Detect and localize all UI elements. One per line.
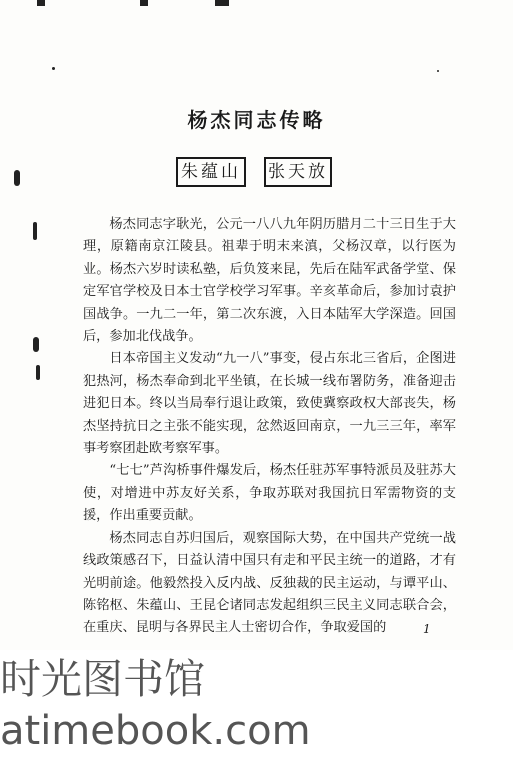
paragraph: 日本帝国主义发动“九一八”事变，侵占东北三省后，企图进犯热河，杨杰奉命到北平坐镇，在长城一线布署防务，准备迎击进犯日本。终以当局奉行退让政策，致使冀察政权大部丧失，杨杰坚持抗日之主张不能实现，忿然返回南京，一九三三年，率军事考察团赴欧考察军事。: [83, 351, 456, 457]
page-title: 杨杰同志传略: [187, 108, 326, 132]
watermark-url: atimebook.com: [0, 708, 311, 754]
page-number: 1: [423, 622, 431, 636]
top-edge-mark: [140, 0, 148, 6]
binding-hole-mark: [36, 365, 40, 380]
author-seal-2: 张天放: [264, 157, 332, 187]
top-edge-mark: [37, 0, 45, 6]
binding-hole-mark: [33, 337, 39, 352]
paragraph: 杨杰同志自苏归国后，观察国际大势，在中国共产党统一战线政策感召下，日益认清中国只有走和平民主统一的道路，才有光明前途。他毅然投入反内战、反独裁的民主运动，与谭平山、陈铭枢、朱蕴山、王昆仑诸同志发起组织三民主义同志联合会，在重庆、昆明与各界民主人士密切合作，争取爱国的: [83, 530, 456, 636]
paragraph: “七七”芦沟桥事件爆发后，杨杰任驻苏军事特派员及驻苏大使，对增进中苏友好关系，争取苏联对我国抗日军需物资的支援，作出重要贡献。: [83, 463, 456, 524]
top-edge-mark: [215, 0, 229, 6]
binding-hole-mark: [14, 170, 20, 186]
binding-hole-mark: [33, 222, 37, 240]
scan-speck: [52, 67, 55, 70]
author-seal-1: 朱蕴山: [176, 157, 246, 187]
paragraph: 杨杰同志字耿光，公元一八八九年阴历腊月二十三日生于大理，原籍南京江陵县。祖辈于明末来滇，父杨汉章，以行医为业。杨杰六岁时读私塾，后负笈来昆，先后在陆军武备学堂、保定军官学校及日本士官学校学习军事。辛亥革命后，参加讨袁护国战争。一九二一年，第二次东渡，入日本陆军大学深造。回国后，参加北伐战争。: [83, 217, 456, 345]
biography-body: [83, 214, 456, 640]
watermark-chinese: 时光图书馆: [0, 655, 205, 703]
scan-speck: [437, 70, 439, 72]
